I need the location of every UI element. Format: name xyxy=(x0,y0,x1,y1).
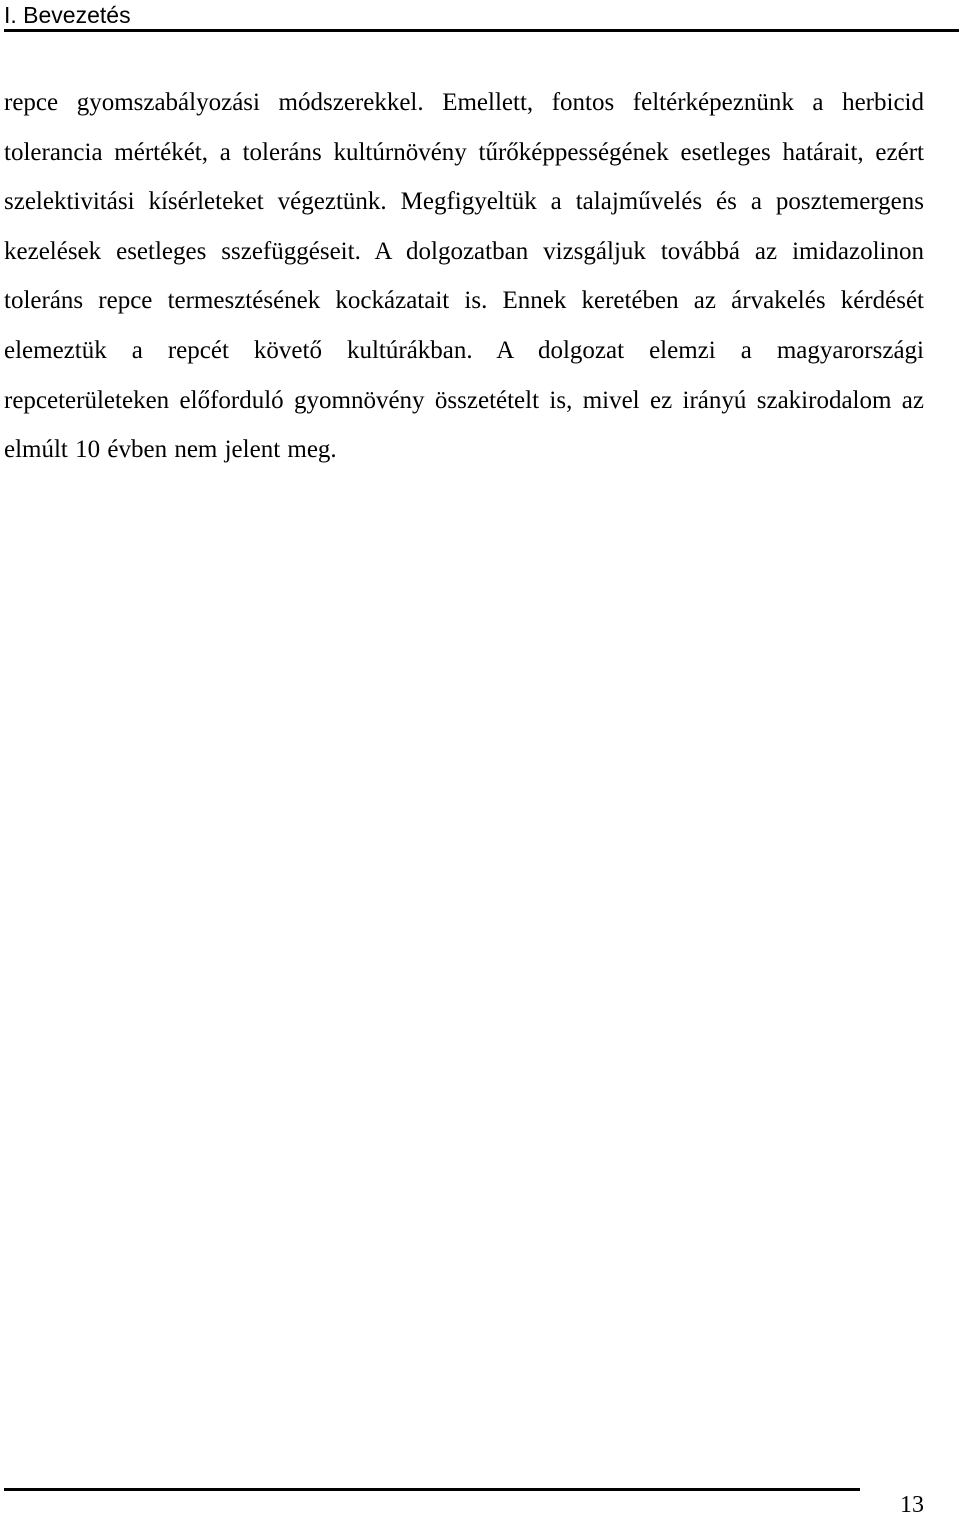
header-divider xyxy=(4,29,959,32)
chapter-header: I. Bevezetés xyxy=(4,2,131,28)
footer-divider xyxy=(4,1488,860,1491)
page-number: 13 xyxy=(900,1492,924,1518)
body-paragraph: repce gyomszabályozási módszerekkel. Emellett, fontos feltérképeznünk a herbicid tolerancia mértékét, a toleráns kultúrnövény tűrőképpességének esetleges határait, ezért szelektivitási kísérleteket végeztünk. Megfigyeltük a talajművelés és a posztemergens kezelések esetleges sszefüggéseit. A dolgozatban vizsgáljuk továbbá az imidazolinon toleráns repce termesztésének kockázatait is. Ennek keretében az árvakelés kérdését elemeztük a repcét követő kultúrákban. A dolgozat elemzi a magyarországi repceterületeken előforduló gyomnövény összetételt is, mivel ez irányú szakirodalom az elmúlt 10 évben nem jelent meg. xyxy=(4,89,924,464)
